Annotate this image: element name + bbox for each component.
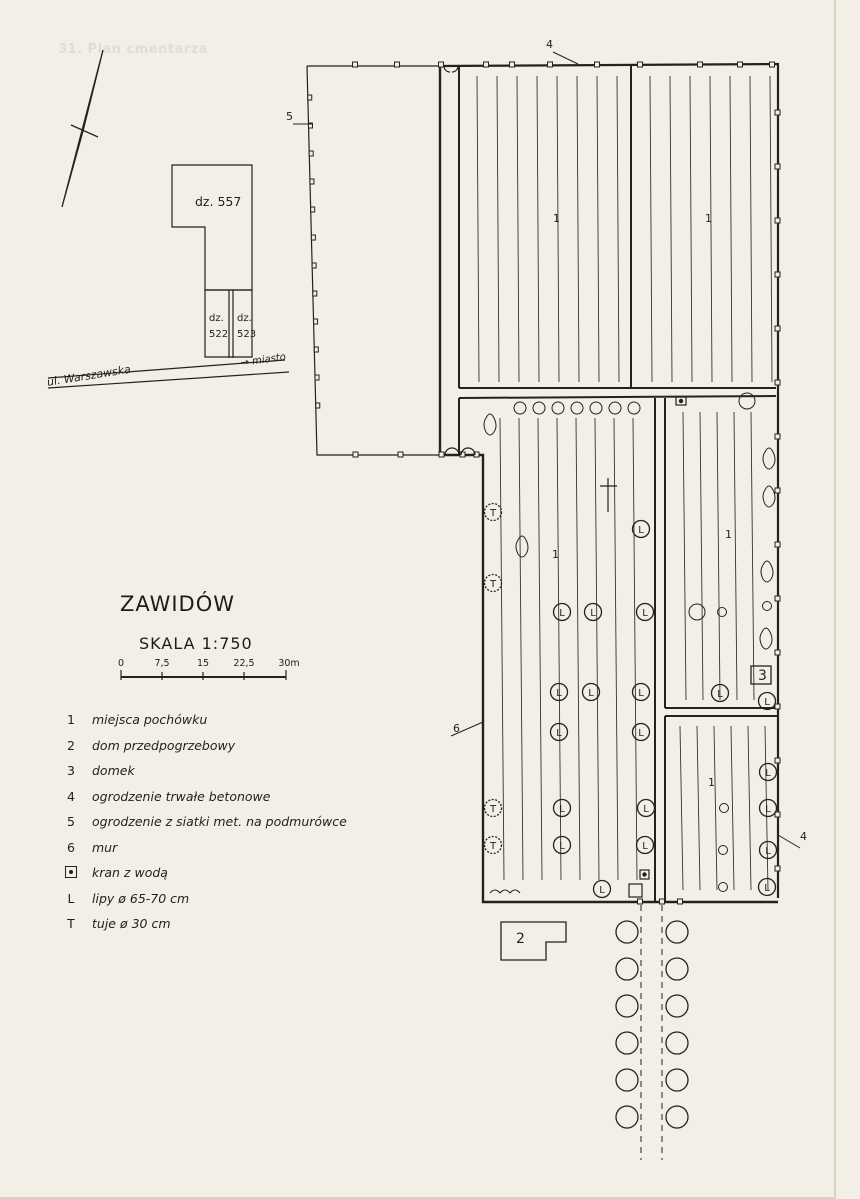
fence-post bbox=[595, 62, 600, 67]
grave-row bbox=[500, 418, 504, 880]
grave-row bbox=[650, 76, 652, 382]
legend-text: domek bbox=[92, 763, 135, 778]
avenue-tree bbox=[616, 995, 638, 1017]
plan-details bbox=[293, 52, 800, 1160]
legend-key: 3 bbox=[67, 763, 75, 778]
fence-post bbox=[308, 95, 312, 100]
label-burial-area: 1 bbox=[725, 528, 732, 541]
linden-symbol: L bbox=[764, 883, 770, 894]
legend-row bbox=[62, 916, 422, 942]
fence-post bbox=[353, 62, 358, 67]
shrub-circle bbox=[609, 402, 621, 414]
fence-post bbox=[638, 899, 643, 904]
shrub-circle bbox=[590, 402, 602, 414]
water-tap-icon bbox=[679, 399, 682, 402]
grave-row bbox=[734, 412, 737, 700]
grave-row bbox=[710, 76, 712, 382]
label-burial-area: 1 bbox=[552, 548, 559, 561]
linden-symbol: L bbox=[638, 525, 644, 536]
linden-symbol: L bbox=[717, 689, 723, 700]
shrub-icon bbox=[516, 536, 528, 557]
grave-row bbox=[750, 76, 752, 382]
grave-row bbox=[680, 726, 683, 890]
linden-symbol: L bbox=[559, 608, 565, 619]
fence-post bbox=[315, 375, 319, 380]
wall bbox=[440, 66, 778, 902]
legend-row bbox=[62, 891, 422, 917]
fence-post bbox=[309, 151, 313, 156]
grave-row bbox=[770, 76, 772, 382]
water-tap-icon bbox=[62, 865, 80, 880]
linden-symbol: L bbox=[642, 608, 648, 619]
scale-tick-label: 7,5 bbox=[154, 658, 170, 669]
linden-symbol: L bbox=[765, 768, 771, 779]
parcel-522-number: 522 bbox=[209, 329, 229, 340]
scale-tick-label: 30m bbox=[278, 658, 300, 669]
scale-tick-label: 0 bbox=[117, 658, 125, 669]
legend-key: 2 bbox=[67, 737, 75, 753]
fence-post bbox=[311, 207, 315, 212]
section-divider bbox=[459, 396, 776, 398]
fence-post bbox=[314, 319, 318, 324]
parcel-557-label: dz. 557 bbox=[195, 194, 242, 209]
avenue-tree bbox=[666, 995, 688, 1017]
avenue-tree bbox=[666, 1106, 688, 1128]
legend-row bbox=[62, 789, 422, 815]
legend-text: miejsca pochówku bbox=[92, 712, 208, 727]
shrub-circle bbox=[689, 604, 705, 620]
shrub-icon bbox=[761, 561, 773, 582]
fence-post bbox=[638, 62, 643, 67]
thuja-symbol: T bbox=[489, 841, 497, 852]
grave-row bbox=[717, 412, 720, 700]
grave-row bbox=[576, 418, 580, 880]
grave-row bbox=[670, 76, 672, 382]
shrub-circle bbox=[533, 402, 545, 414]
label-fence-mesh: 5 bbox=[286, 110, 293, 123]
legend-row bbox=[62, 712, 422, 738]
thuja-symbol: T bbox=[489, 804, 497, 815]
linden-symbol: L bbox=[643, 804, 649, 815]
legend-key: T bbox=[67, 916, 75, 931]
faint-heading: 31. Plan cmentarza bbox=[58, 42, 209, 57]
linden-symbol: L bbox=[599, 885, 605, 896]
shrub-circle bbox=[719, 846, 728, 855]
leader-line bbox=[553, 52, 578, 64]
grave-row bbox=[714, 726, 717, 890]
shrub-icon bbox=[484, 414, 496, 435]
gate-box bbox=[629, 884, 642, 897]
legend-text: dom przedpogrzebowy bbox=[92, 737, 236, 753]
shrub-icon bbox=[763, 486, 775, 507]
section-dividers bbox=[459, 66, 778, 902]
grave-row bbox=[538, 418, 542, 880]
label-pre-funeral-house: 2 bbox=[516, 931, 525, 947]
linden-symbol: L bbox=[556, 688, 562, 699]
street-label: ul. Warszawska bbox=[46, 362, 132, 389]
legend-row bbox=[62, 814, 422, 840]
scale-tick-label: 15 bbox=[196, 658, 210, 669]
fence-post bbox=[775, 110, 780, 115]
fence-post bbox=[775, 272, 780, 277]
grave-row bbox=[683, 412, 686, 700]
shrub-circle bbox=[720, 804, 729, 813]
direction-label: → miasto bbox=[240, 351, 287, 369]
legend-row bbox=[62, 840, 422, 866]
fence-post bbox=[484, 62, 489, 67]
legend-text: ogrodzenie trwałe betonowe bbox=[92, 788, 271, 804]
fence-post bbox=[678, 899, 683, 904]
shrub-circle bbox=[514, 402, 526, 414]
fence-post bbox=[353, 452, 358, 457]
hedge-icon bbox=[490, 890, 520, 893]
fence-post bbox=[775, 218, 780, 223]
linden-symbol: L bbox=[642, 841, 648, 852]
shrub-circle bbox=[763, 602, 772, 611]
fence-post bbox=[510, 62, 515, 67]
shrub-circle bbox=[719, 883, 728, 892]
avenue-tree bbox=[616, 1106, 638, 1128]
grave-row bbox=[697, 726, 700, 890]
shrub-circle bbox=[571, 402, 583, 414]
label-burial-area: 1 bbox=[708, 776, 715, 789]
scale-tick-label: 22,5 bbox=[233, 658, 255, 669]
legend-key: 4 bbox=[67, 788, 75, 804]
legend-key: 6 bbox=[67, 839, 75, 855]
avenue-tree bbox=[666, 1032, 688, 1054]
linden-symbol: L bbox=[765, 846, 771, 857]
linden-symbol: L bbox=[556, 728, 562, 739]
fence-post bbox=[316, 403, 320, 408]
grave-row bbox=[617, 76, 619, 382]
fence-post bbox=[398, 452, 403, 457]
fence-post bbox=[775, 650, 780, 655]
grave-row bbox=[690, 76, 692, 382]
label-wall: 6 bbox=[453, 722, 460, 735]
north-arrow bbox=[62, 50, 103, 207]
grave-row bbox=[577, 76, 579, 382]
legend-key: L bbox=[67, 890, 75, 906]
fence-post bbox=[738, 62, 743, 67]
grave-row bbox=[700, 412, 703, 700]
grave-row bbox=[519, 418, 523, 880]
shrub-circle bbox=[552, 402, 564, 414]
thuja-symbol: T bbox=[489, 579, 497, 590]
fence-post bbox=[775, 704, 780, 709]
avenue-tree bbox=[666, 921, 688, 943]
legend-text: mur bbox=[92, 839, 118, 855]
trees bbox=[484, 393, 777, 1128]
thuja-symbol: T bbox=[489, 508, 497, 519]
legend bbox=[62, 712, 422, 942]
parcel-523-number: 523 bbox=[237, 329, 257, 340]
fence-post bbox=[313, 291, 317, 296]
fence-post bbox=[775, 434, 780, 439]
fence-post bbox=[395, 62, 400, 67]
grave-row bbox=[730, 76, 732, 382]
legend-text: tuje ø 30 cm bbox=[92, 916, 171, 931]
fence-post bbox=[775, 596, 780, 601]
legend-row bbox=[62, 763, 422, 789]
grave-row bbox=[497, 76, 499, 382]
linden-symbol: L bbox=[638, 688, 644, 699]
pre-funeral-house-outline bbox=[501, 922, 566, 960]
grave-row bbox=[477, 76, 479, 382]
fence-post bbox=[770, 62, 775, 67]
legend-text: ogrodzenie z siatki met. na podmurówce bbox=[92, 814, 347, 829]
linden-symbol: L bbox=[638, 728, 644, 739]
grave-row bbox=[614, 418, 618, 880]
grave-row bbox=[633, 418, 637, 880]
linden-symbol: L bbox=[559, 804, 565, 815]
linden-symbol: L bbox=[590, 608, 596, 619]
water-tap-icon bbox=[643, 873, 646, 876]
fence-post bbox=[775, 758, 780, 763]
fence-post bbox=[314, 347, 318, 352]
linden-symbol: L bbox=[588, 688, 594, 699]
leader-line bbox=[778, 835, 800, 848]
avenue-tree bbox=[616, 1032, 638, 1054]
fence-post bbox=[660, 899, 665, 904]
legend-text: lipy ø 65-70 cm bbox=[92, 890, 190, 906]
label-burial-area: 1 bbox=[553, 212, 560, 225]
place-title: ZAWIDÓW bbox=[120, 592, 236, 616]
label-fence-concrete-top: 4 bbox=[546, 38, 553, 51]
fence-post bbox=[775, 164, 780, 169]
linden-symbol: L bbox=[765, 804, 771, 815]
fence-post bbox=[775, 488, 780, 493]
linden-symbol: L bbox=[559, 841, 565, 852]
scale-title: SKALA 1:750 bbox=[139, 634, 253, 653]
grave-row bbox=[517, 76, 519, 382]
fence-post bbox=[311, 235, 315, 240]
legend-key: 1 bbox=[67, 712, 75, 727]
fence-post bbox=[548, 62, 553, 67]
scale-bar bbox=[121, 670, 286, 680]
fence-post bbox=[439, 452, 444, 457]
concrete-fence bbox=[440, 64, 778, 898]
fence-post bbox=[775, 866, 780, 871]
grave-row bbox=[597, 76, 599, 382]
avenue-tree bbox=[616, 958, 638, 980]
mesh-fence bbox=[307, 66, 440, 455]
avenue-tree bbox=[616, 921, 638, 943]
fence-post bbox=[312, 263, 316, 268]
label-small-house: 3 bbox=[758, 668, 767, 684]
avenue-tree bbox=[666, 1069, 688, 1091]
grave-row bbox=[557, 76, 559, 382]
avenue-tree bbox=[616, 1069, 638, 1091]
legend-key: 5 bbox=[67, 814, 75, 829]
grave-row bbox=[748, 726, 751, 890]
grave-row bbox=[751, 412, 754, 700]
fence-post bbox=[310, 179, 314, 184]
shrub-circle bbox=[628, 402, 640, 414]
legend-row bbox=[62, 865, 422, 891]
grave-row bbox=[595, 418, 599, 880]
fence-post bbox=[775, 326, 780, 331]
label-fence-concrete-right: 4 bbox=[800, 830, 807, 843]
shrub-icon bbox=[763, 448, 775, 469]
parcel-522-prefix: dz. bbox=[209, 313, 224, 324]
fence-post bbox=[698, 62, 703, 67]
legend-text: kran z wodą bbox=[92, 865, 168, 880]
parcel-523-prefix: dz. bbox=[237, 313, 252, 324]
linden-symbol: L bbox=[764, 697, 770, 708]
fence-post bbox=[775, 380, 780, 385]
inset-location-map bbox=[48, 165, 289, 388]
grave-row bbox=[731, 726, 734, 890]
label-burial-area: 1 bbox=[705, 212, 712, 225]
grave-row bbox=[537, 76, 539, 382]
avenue-tree bbox=[666, 958, 688, 980]
shrub-icon bbox=[760, 628, 772, 649]
legend-row bbox=[62, 738, 422, 764]
fence-post bbox=[439, 62, 444, 67]
fence-post bbox=[775, 542, 780, 547]
grave-rows bbox=[477, 76, 772, 890]
